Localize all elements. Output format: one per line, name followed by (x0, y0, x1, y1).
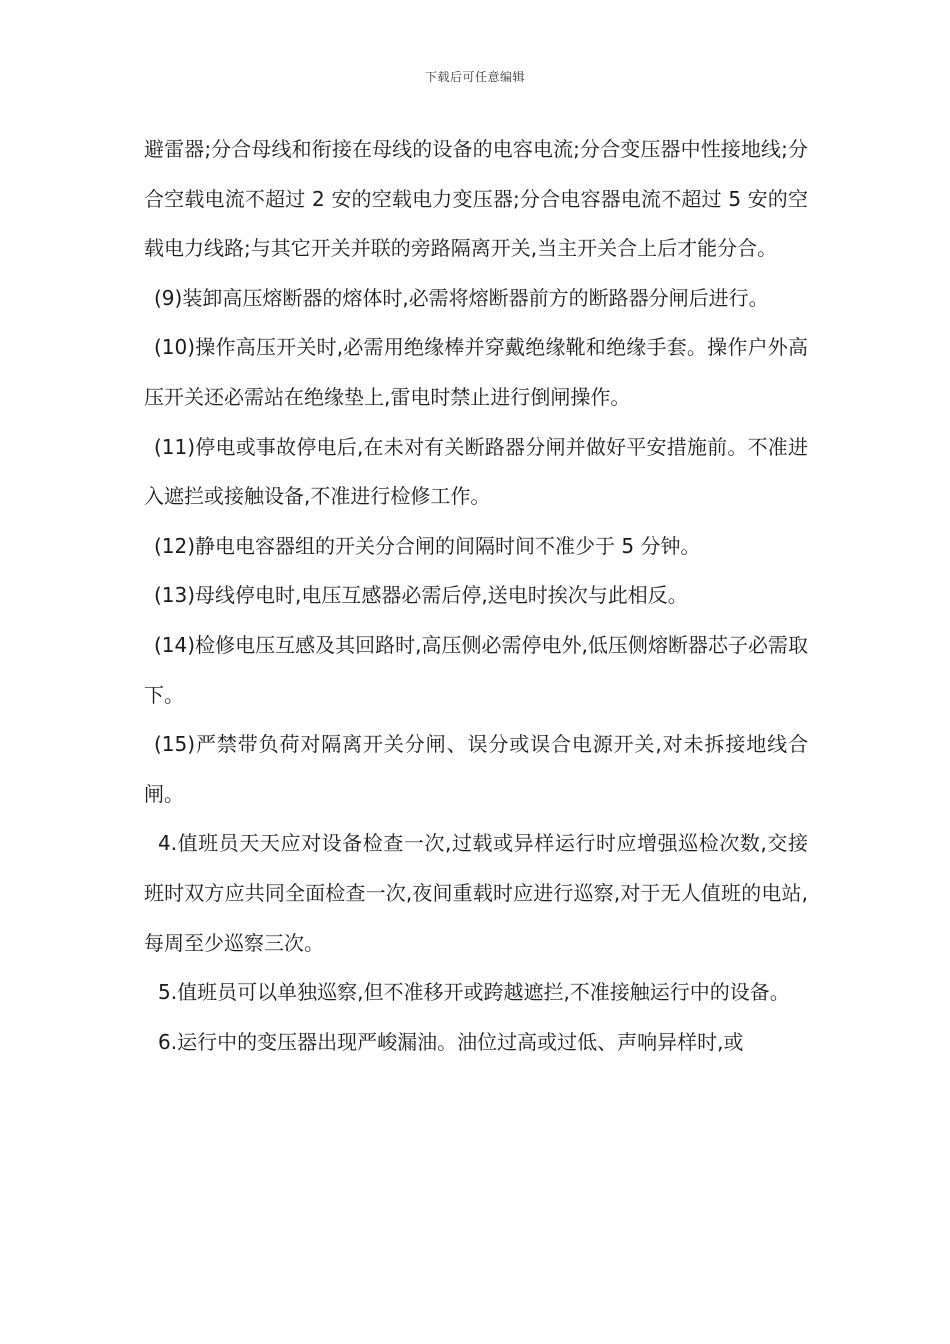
page-header: 下载后可任意编辑 (424, 70, 525, 84)
paragraph-item-12: (12)静电电容器组的开关分合闸的间隔时间不准少于 5 分钟。 (154, 533, 701, 558)
paragraph-item-15: (15)严禁带负荷对隔离开关分闸、误分或误合电源开关,对未拆接地线合闸。 (144, 732, 808, 806)
paragraph-item-10: (10)操作高压开关时,必需用绝缘棒并穿戴绝缘靴和绝缘手套。操作户外高压开关还必需站在绝缘垫上,雷电时禁止进行倒闸操作。 (144, 335, 808, 409)
paragraph-item-14: (14)检修电压互感及其回路时,高压侧必需停电外,低压侧熔断器芯子必需取下。 (144, 632, 808, 707)
paragraph-item-9: (9)装卸高压熔断器的熔体时,必需将熔断器前方的断路器分闸后进行。 (154, 285, 769, 310)
paragraph-section-6: 6.运行中的变压器出现严峻漏油。油位过高或过低、声响异样时,或 (158, 1029, 744, 1054)
paragraph-item-13: (13)母线停电时,电压互感器必需后停,送电时挨次与此相反。 (154, 583, 688, 608)
paragraph-lightning-arrester: 避雷器;分合母线和衔接在母线的设备的电容电流;分合变压器中性接地线;分合空载电流不超过 2 安的空载电力变压器;分合电容器电流不超过 5 安的空载电力线路;与其它开关并联的旁路隔离开关,当主开关合上后才能分合。 (144, 137, 808, 261)
paragraph-section-4: 4.值班员天天应对设备检查一次,过载或异样运行时应增强巡检次数,交接班时双方应共同全面检查一次,夜间重载时应进行巡察,对于无人值班的电站,每周至少巡察三次。 (144, 831, 808, 955)
paragraph-section-5: 5.值班员可以单独巡察,但不准移开或跨越遮拦,不准接触运行中的设备。 (158, 980, 790, 1005)
paragraph-item-11: (11)停电或事故停电后,在未对有关断路器分闸并做好平安措施前。不准进入遮拦或接触设备,不准进行检修工作。 (144, 434, 808, 509)
document-body (144, 125, 808, 1067)
